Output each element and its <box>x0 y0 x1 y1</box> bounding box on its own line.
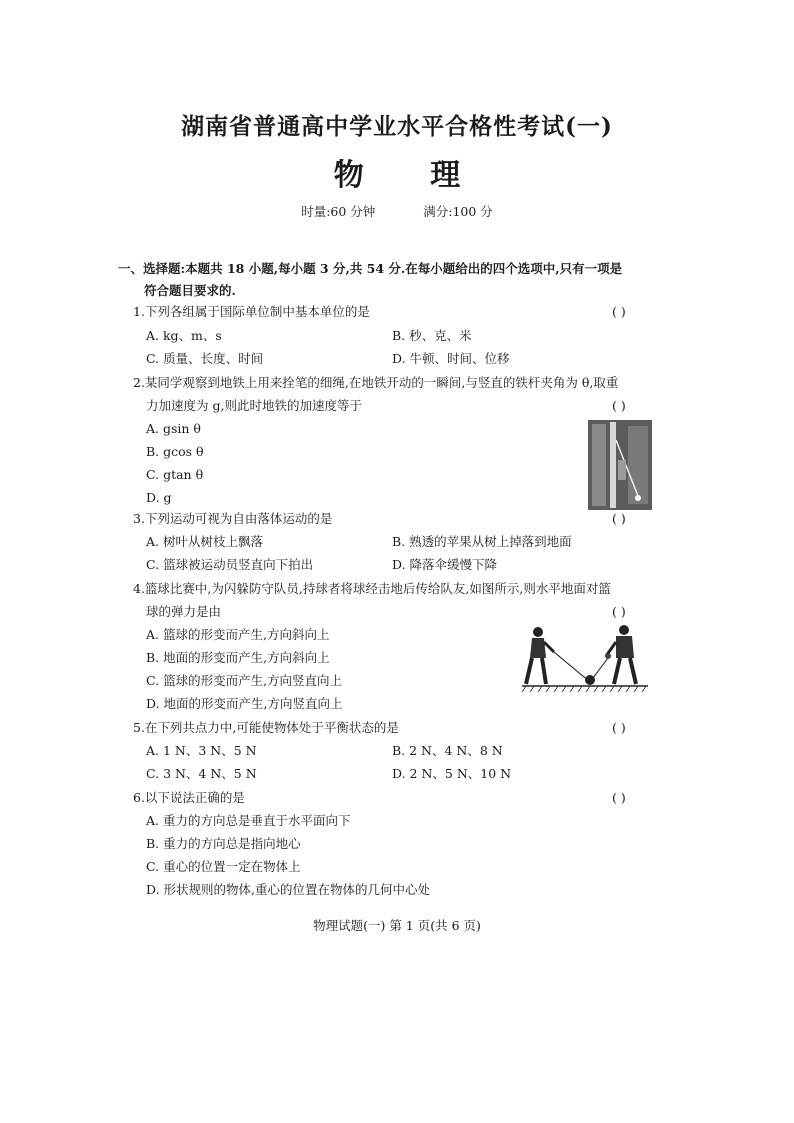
question-5-option-d: D. 2 N、5 N、10 N <box>392 766 512 781</box>
question-2-option-c: C. gtan θ <box>146 467 204 482</box>
full-score: 满分:100 分 <box>423 204 493 219</box>
basketball-pass-illustration <box>520 622 650 694</box>
question-1-option-b: B. 秒、克、米 <box>392 328 472 343</box>
question-6-option-c: C. 重心的位置一定在物体上 <box>146 859 301 874</box>
question-3-option-b: B. 熟透的苹果从树上掉落到地面 <box>392 534 572 549</box>
question-3-stem: 3.下列运动可视为自由落体运动的是 <box>133 511 333 526</box>
question-5-option-a: A. 1 N、3 N、5 N <box>146 743 257 758</box>
question-4-answer-paren: ( ) <box>612 604 626 619</box>
question-4-stem-line1: 4.篮球比赛中,为闪躲防守队员,持球者将球经击地后传给队友,如图所示,则水平地面对篮 <box>133 581 611 596</box>
question-2-option-d: D. g <box>146 490 172 505</box>
question-1-option-d: D. 牛顿、时间、位移 <box>392 351 510 366</box>
page-footer: 物理试题(一) 第 1 页(共 6 页) <box>313 918 481 933</box>
question-6-option-d: D. 形状规则的物体,重心的位置在物体的几何中心处 <box>146 882 430 897</box>
question-6-stem: 6.以下说法正确的是 <box>133 790 245 805</box>
exam-title: 湖南省普通高中学业水平合格性考试(一) <box>181 113 613 140</box>
question-1-answer-paren: ( ) <box>612 304 626 319</box>
question-6-option-a: A. 重力的方向总是垂直于水平面向下 <box>146 813 351 828</box>
question-2-stem-line2: 力加速度为 g,则此时地铁的加速度等于 <box>146 398 362 413</box>
question-6-answer-paren: ( ) <box>612 790 626 805</box>
exam-meta <box>0 202 794 220</box>
question-2-option-a: A. gsin θ <box>146 421 201 436</box>
question-4-option-a: A. 篮球的形变而产生,方向斜向上 <box>146 627 330 642</box>
section-heading-line2: 符合题目要求的. <box>144 283 236 298</box>
question-3-answer-paren: ( ) <box>612 511 626 526</box>
question-1-option-a: A. kg、m、s <box>146 328 222 343</box>
question-4-stem-line2: 球的弹力是由 <box>146 604 222 619</box>
subject-title: 物 理 <box>333 158 489 193</box>
question-4-option-b: B. 地面的形变而产生,方向斜向上 <box>146 650 330 665</box>
question-5-option-c: C. 3 N、4 N、5 N <box>146 766 257 781</box>
question-5-answer-paren: ( ) <box>612 720 626 735</box>
question-4-option-c: C. 篮球的形变而产生,方向竖直向上 <box>146 673 343 688</box>
question-2-stem-line1: 2.某同学观察到地铁上用来拴笔的细绳,在地铁开动的一瞬间,与竖直的铁杆夹角为 θ,取重 <box>133 375 619 390</box>
section-heading-line1: 一、选择题:本题共 18 小题,每小题 3 分,共 54 分.在每小题给出的四个选项中,只有一项是 <box>118 261 623 276</box>
question-3-option-d: D. 降落伞缓慢下降 <box>392 557 498 572</box>
question-4-option-d: D. 地面的形变而产生,方向竖直向上 <box>146 696 343 711</box>
question-2-answer-paren: ( ) <box>612 398 626 413</box>
question-2-option-b: B. gcos θ <box>146 444 204 459</box>
time-limit: 时量:60 分钟 <box>301 204 376 219</box>
question-3-option-c: C. 篮球被运动员竖直向下拍出 <box>146 557 314 572</box>
question-5-stem: 5.在下列共点力中,可能使物体处于平衡状态的是 <box>133 720 399 735</box>
question-1-option-c: C. 质量、长度、时间 <box>146 351 264 366</box>
question-5-option-b: B. 2 N、4 N、8 N <box>392 743 503 758</box>
section-heading <box>118 258 658 302</box>
question-3-option-a: A. 树叶从树枝上飘落 <box>146 534 263 549</box>
question-6-option-b: B. 重力的方向总是指向地心 <box>146 836 301 851</box>
question-1-stem: 1.下列各组属于国际单位制中基本单位的是 <box>133 304 370 319</box>
subway-pole-photo <box>588 420 652 510</box>
